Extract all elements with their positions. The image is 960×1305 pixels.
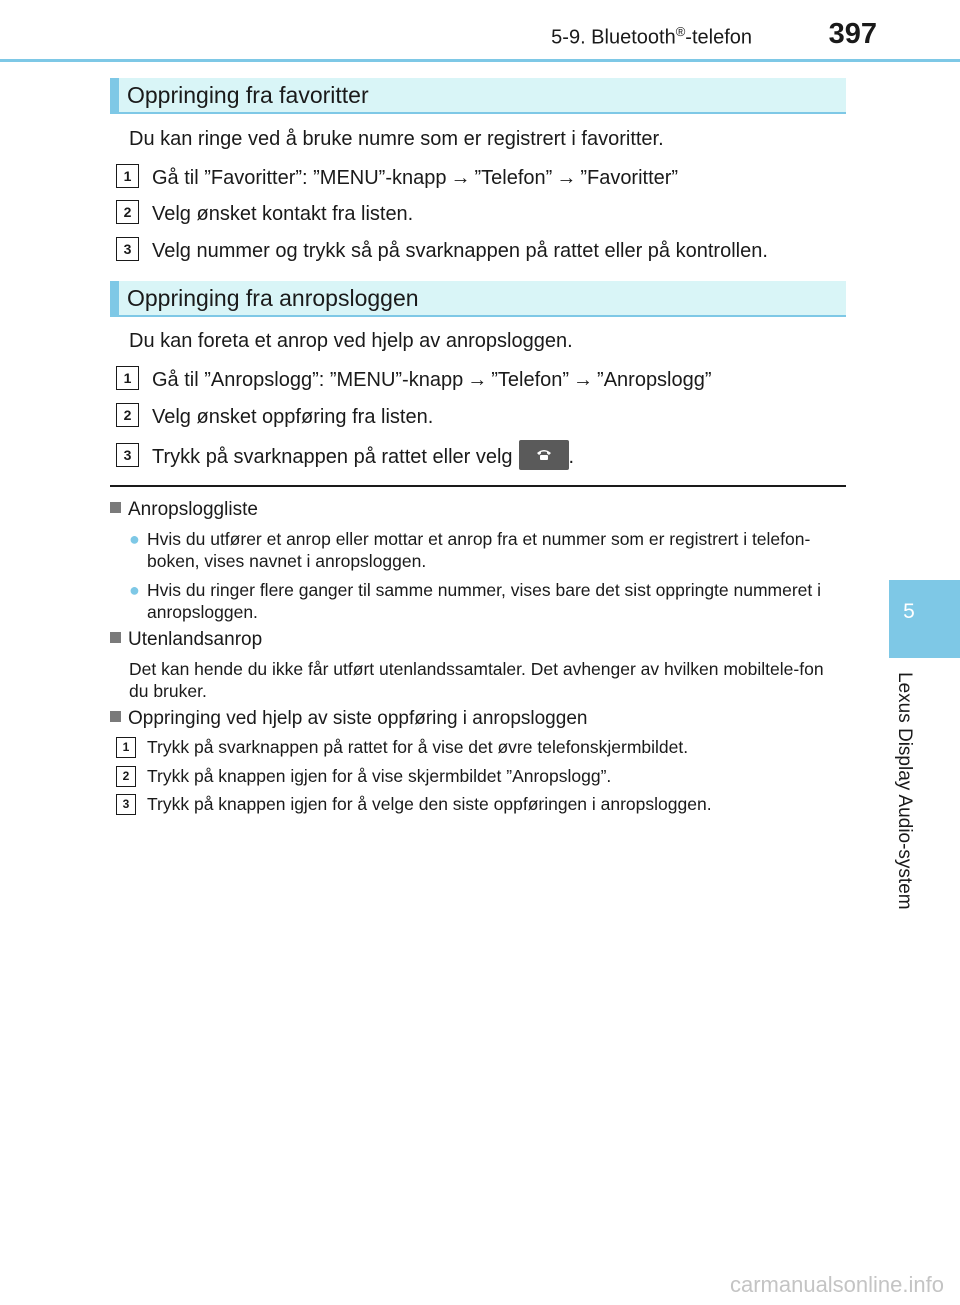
step-number: 2 [116,200,139,224]
section-header-calllog [110,281,846,317]
note-bullet: ● Hvis du ringer flere ganger til samme nummer, vises bare det sist oppringte nummeret i anropsloggen. [129,580,822,622]
chapter-title: 5-9. Bluetooth®-telefon [551,24,752,49]
note-body: Det kan hende du ikke får utført utenlandssamtaler. Det avhenger av hvilken mobiltele-fon du bruker. [129,659,824,701]
step-item: 2 Trykk på knappen igjen for å vise skjermbildet ”Anropslogg”. [116,766,611,787]
step-number: 1 [116,737,136,758]
header-rule [0,59,960,62]
step-item: 3 Trykk på knappen igjen for å velge den siste oppføringen i anropsloggen. [116,794,712,815]
square-bullet-icon [110,632,121,643]
watermark: carmanualsonline.info [729,1272,944,1297]
step-number: 1 [116,164,139,188]
step-number: 2 [116,766,136,787]
arrow-icon: → [467,369,488,391]
note-title-anropsloggliste: Anropsloggliste [110,499,258,521]
circle-bullet-icon: ● [129,580,140,600]
section-intro: Du kan ringe ved å bruke numre som er registrert i favoritter. [129,128,664,150]
chapter-number: 5 [903,600,915,623]
arrow-icon: → [573,369,594,391]
section-title: Oppringing fra anropsloggen [127,285,419,311]
step-number: 1 [116,366,139,390]
step-number: 2 [116,403,139,427]
step-item: 1 Gå til ”Favoritter”: ”MENU”-knapp → ”Telefon” → ”Favoritter” [116,164,678,190]
step-number: 3 [116,237,139,261]
phone-handset-icon [536,449,552,461]
step-item: 1 Gå til ”Anropslogg”: ”MENU”-knapp → ”Telefon” → ”Anropslogg” [116,366,712,392]
note-title-siste-oppforing: Oppringing ved hjelp av siste oppføring i anropsloggen [110,708,587,730]
step-item: 3 Velg nummer og trykk så på svarknappen på rattet eller på kontrollen. [116,237,768,263]
arrow-icon: → [556,167,577,189]
page-number: 397 [828,18,877,50]
step-item: 2 Velg ønsket kontakt fra listen. [116,200,413,226]
step-number: 3 [116,794,136,815]
circle-bullet-icon: ● [129,529,140,549]
step-number: 3 [116,443,139,467]
phone-call-button[interactable] [519,440,569,470]
chapter-side-tab [889,580,960,658]
notes-divider [110,485,846,487]
section-intro: Du kan foreta et anrop ved hjelp av anropsloggen. [129,330,573,352]
section-accent-bar [110,78,119,112]
section-header-favorites [110,78,846,114]
chapter-side-label: Lexus Display Audio-system [894,672,915,910]
note-bullet: ● Hvis du utfører et anrop eller mottar et anrop fra et nummer som er registrert i telefon-boken, vises navnet i anropsloggen. [129,529,811,571]
arrow-icon: → [450,167,471,189]
step-item: 3 Trykk på svarknappen på rattet eller velg . [116,440,574,470]
note-title-utenlandsanrop: Utenlandsanrop [110,629,262,651]
square-bullet-icon [110,502,121,513]
section-title: Oppringing fra favoritter [127,82,369,108]
square-bullet-icon [110,711,121,722]
step-item: 1 Trykk på svarknappen på rattet for å vise det øvre telefonskjermbildet. [116,737,688,758]
step-item: 2 Velg ønsket oppføring fra listen. [116,403,433,429]
section-accent-bar [110,281,119,315]
